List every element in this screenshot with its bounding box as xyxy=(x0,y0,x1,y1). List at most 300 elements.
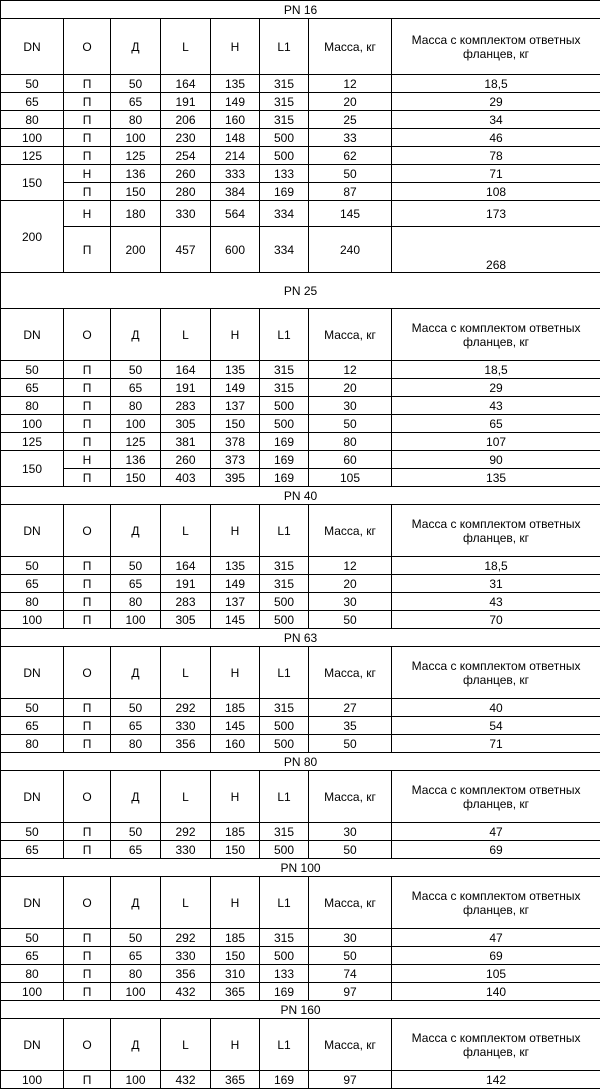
cell-l: 206 xyxy=(161,111,211,129)
header-mass: Масса, кг xyxy=(309,647,392,699)
cell-d: 100 xyxy=(111,415,161,433)
header-o: О xyxy=(64,1019,111,1071)
header-l: L xyxy=(161,771,211,823)
cell-l1: 169 xyxy=(260,469,309,487)
cell-l1: 315 xyxy=(260,699,309,717)
cell-o: П xyxy=(64,415,111,433)
cell-mass-flanges: 54 xyxy=(392,717,600,735)
cell-h: 145 xyxy=(211,611,260,629)
header-mass-flanges: Масса с комплектом ответных фланцев, кг xyxy=(392,771,600,823)
cell-l1: 169 xyxy=(260,983,309,1001)
cell-d: 200 xyxy=(111,227,161,273)
cell-dn: 80 xyxy=(1,965,64,983)
table-row xyxy=(1,111,600,129)
header-l1: L1 xyxy=(260,309,309,361)
cell-mass-flanges: 142 xyxy=(392,1071,600,1089)
header-dn: DN xyxy=(1,19,64,75)
table-row xyxy=(1,841,600,859)
cell-o: П xyxy=(64,947,111,965)
cell-h: 135 xyxy=(211,557,260,575)
cell-l: 432 xyxy=(161,983,211,1001)
cell-mass-flanges: 43 xyxy=(392,593,600,611)
cell-o: Н xyxy=(64,165,111,183)
cell-mass-flanges: 43 xyxy=(392,397,600,415)
header-mass: Масса, кг xyxy=(309,771,392,823)
header-dn: DN xyxy=(1,505,64,557)
cell-o: П xyxy=(64,575,111,593)
cell-l1: 169 xyxy=(260,451,309,469)
header-h: H xyxy=(211,505,260,557)
cell-l: 164 xyxy=(161,361,211,379)
header-d: Д xyxy=(111,771,161,823)
cell-l: 230 xyxy=(161,129,211,147)
table-row xyxy=(1,735,600,753)
cell-d: 100 xyxy=(111,1071,161,1089)
header-dn: DN xyxy=(1,309,64,361)
cell-dn: 80 xyxy=(1,397,64,415)
header-mass-flanges: Масса с комплектом ответных фланцев, кг xyxy=(392,1019,600,1071)
header-row xyxy=(1,505,600,557)
table-row xyxy=(1,699,600,717)
cell-h: 185 xyxy=(211,699,260,717)
cell-mass-flanges: 18,5 xyxy=(392,75,600,93)
header-l1: L1 xyxy=(260,505,309,557)
cell-o: П xyxy=(64,111,111,129)
cell-mass-flanges: 135 xyxy=(392,469,600,487)
table-row xyxy=(1,433,600,451)
cell-mass-flanges: 31 xyxy=(392,575,600,593)
table-row xyxy=(1,983,600,1001)
cell-d: 65 xyxy=(111,379,161,397)
cell-h: 310 xyxy=(211,965,260,983)
cell-h: 145 xyxy=(211,717,260,735)
cell-l1: 315 xyxy=(260,379,309,397)
cell-mass: 12 xyxy=(309,361,392,379)
cell-l: 330 xyxy=(161,841,211,859)
cell-l: 260 xyxy=(161,451,211,469)
header-h: H xyxy=(211,309,260,361)
cell-h: 395 xyxy=(211,469,260,487)
header-dn: DN xyxy=(1,771,64,823)
cell-mass: 27 xyxy=(309,699,392,717)
cell-o: П xyxy=(64,469,111,487)
cell-l: 305 xyxy=(161,611,211,629)
cell-h: 365 xyxy=(211,1071,260,1089)
table-row xyxy=(1,201,600,227)
cell-mass: 80 xyxy=(309,433,392,451)
cell-l1: 315 xyxy=(260,111,309,129)
cell-o: П xyxy=(64,717,111,735)
cell-h: 137 xyxy=(211,397,260,415)
table-row xyxy=(1,361,600,379)
header-mass-flanges: Масса с комплектом ответных фланцев, кг xyxy=(392,647,600,699)
cell-l1: 169 xyxy=(260,183,309,201)
cell-d: 50 xyxy=(111,699,161,717)
cell-l: 356 xyxy=(161,735,211,753)
table-row xyxy=(1,415,600,433)
cell-o: П xyxy=(64,361,111,379)
cell-l1: 169 xyxy=(260,1071,309,1089)
cell-d: 100 xyxy=(111,983,161,1001)
cell-d: 50 xyxy=(111,929,161,947)
table-row xyxy=(1,379,600,397)
cell-mass-flanges: 65 xyxy=(392,415,600,433)
cell-d: 50 xyxy=(111,557,161,575)
cell-l1: 133 xyxy=(260,165,309,183)
cell-dn: 80 xyxy=(1,111,64,129)
header-row xyxy=(1,771,600,823)
section-title-row xyxy=(1,753,600,771)
cell-dn: 150 xyxy=(1,165,64,201)
cell-d: 65 xyxy=(111,717,161,735)
header-o: О xyxy=(64,647,111,699)
cell-l: 283 xyxy=(161,593,211,611)
cell-dn: 65 xyxy=(1,93,64,111)
table-row xyxy=(1,165,600,183)
cell-o: П xyxy=(64,129,111,147)
header-d: Д xyxy=(111,505,161,557)
cell-o: П xyxy=(64,699,111,717)
cell-mass-flanges: 40 xyxy=(392,699,600,717)
cell-l1: 500 xyxy=(260,735,309,753)
cell-o: П xyxy=(64,611,111,629)
section-title: PN 25 xyxy=(1,273,600,309)
table-row xyxy=(1,611,600,629)
header-d: Д xyxy=(111,309,161,361)
header-dn: DN xyxy=(1,1019,64,1071)
cell-mass-flanges: 70 xyxy=(392,611,600,629)
cell-l1: 500 xyxy=(260,611,309,629)
header-mass: Масса, кг xyxy=(309,19,392,75)
cell-h: 148 xyxy=(211,129,260,147)
header-h: H xyxy=(211,647,260,699)
cell-l1: 315 xyxy=(260,93,309,111)
cell-dn: 50 xyxy=(1,557,64,575)
section-title-row xyxy=(1,1001,600,1019)
cell-d: 150 xyxy=(111,183,161,201)
cell-mass-flanges: 71 xyxy=(392,735,600,753)
cell-mass-flanges: 71 xyxy=(392,165,600,183)
cell-dn: 80 xyxy=(1,593,64,611)
cell-mass: 35 xyxy=(309,717,392,735)
cell-mass-flanges: 34 xyxy=(392,111,600,129)
header-dn: DN xyxy=(1,647,64,699)
cell-o: П xyxy=(64,593,111,611)
header-l1: L1 xyxy=(260,877,309,929)
cell-l: 191 xyxy=(161,379,211,397)
cell-mass-flanges: 47 xyxy=(392,823,600,841)
cell-d: 125 xyxy=(111,433,161,451)
cell-l1: 500 xyxy=(260,593,309,611)
header-mass-flanges: Масса с комплектом ответных фланцев, кг xyxy=(392,877,600,929)
header-o: О xyxy=(64,877,111,929)
cell-l1: 315 xyxy=(260,557,309,575)
header-d: Д xyxy=(111,877,161,929)
table-row xyxy=(1,397,600,415)
cell-d: 50 xyxy=(111,361,161,379)
cell-o: П xyxy=(64,397,111,415)
cell-mass: 50 xyxy=(309,611,392,629)
cell-mass-flanges: 140 xyxy=(392,983,600,1001)
cell-mass-flanges: 46 xyxy=(392,129,600,147)
cell-mass-flanges: 18,5 xyxy=(392,557,600,575)
table-row xyxy=(1,147,600,165)
header-mass-flanges: Масса с комплектом ответных фланцев, кг xyxy=(392,505,600,557)
header-mass: Масса, кг xyxy=(309,505,392,557)
cell-o: П xyxy=(64,147,111,165)
cell-mass: 97 xyxy=(309,983,392,1001)
cell-l: 292 xyxy=(161,823,211,841)
cell-o: П xyxy=(64,557,111,575)
cell-h: 135 xyxy=(211,75,260,93)
section-title-row xyxy=(1,487,600,505)
header-row xyxy=(1,309,600,361)
section-title: PN 40 xyxy=(1,487,600,505)
cell-mass: 50 xyxy=(309,165,392,183)
cell-l: 191 xyxy=(161,93,211,111)
cell-l1: 500 xyxy=(260,397,309,415)
cell-mass: 33 xyxy=(309,129,392,147)
cell-d: 65 xyxy=(111,947,161,965)
cell-mass: 50 xyxy=(309,735,392,753)
cell-d: 80 xyxy=(111,965,161,983)
header-l1: L1 xyxy=(260,647,309,699)
cell-d: 100 xyxy=(111,611,161,629)
header-o: О xyxy=(64,771,111,823)
section-title: PN 160 xyxy=(1,1001,600,1019)
cell-mass-flanges: 29 xyxy=(392,93,600,111)
cell-l: 381 xyxy=(161,433,211,451)
header-o: О xyxy=(64,19,111,75)
cell-mass-flanges: 69 xyxy=(392,841,600,859)
cell-l: 280 xyxy=(161,183,211,201)
cell-o: П xyxy=(64,1071,111,1089)
cell-dn: 50 xyxy=(1,361,64,379)
cell-mass: 105 xyxy=(309,469,392,487)
cell-mass: 12 xyxy=(309,557,392,575)
table-row xyxy=(1,965,600,983)
cell-mass: 50 xyxy=(309,415,392,433)
table-row xyxy=(1,717,600,735)
cell-d: 50 xyxy=(111,823,161,841)
cell-l: 305 xyxy=(161,415,211,433)
cell-h: 135 xyxy=(211,361,260,379)
cell-h: 384 xyxy=(211,183,260,201)
cell-dn: 100 xyxy=(1,415,64,433)
table-row xyxy=(1,227,600,273)
cell-mass: 50 xyxy=(309,947,392,965)
cell-h: 150 xyxy=(211,841,260,859)
section-title: PN 16 xyxy=(1,1,600,19)
cell-dn: 65 xyxy=(1,947,64,965)
cell-l1: 500 xyxy=(260,147,309,165)
header-row xyxy=(1,647,600,699)
cell-h: 185 xyxy=(211,823,260,841)
table-row xyxy=(1,593,600,611)
cell-l1: 334 xyxy=(260,201,309,227)
cell-dn: 50 xyxy=(1,823,64,841)
cell-dn: 125 xyxy=(1,433,64,451)
cell-h: 137 xyxy=(211,593,260,611)
cell-d: 150 xyxy=(111,469,161,487)
cell-dn: 100 xyxy=(1,611,64,629)
cell-mass-flanges: 90 xyxy=(392,451,600,469)
cell-mass-flanges: 268 xyxy=(392,227,600,273)
section-title: PN 80 xyxy=(1,753,600,771)
cell-mass: 30 xyxy=(309,929,392,947)
cell-d: 180 xyxy=(111,201,161,227)
table-row xyxy=(1,947,600,965)
specs-table-body xyxy=(1,1,600,1089)
cell-h: 149 xyxy=(211,93,260,111)
header-row xyxy=(1,1019,600,1071)
cell-mass: 145 xyxy=(309,201,392,227)
cell-dn: 100 xyxy=(1,129,64,147)
cell-d: 80 xyxy=(111,397,161,415)
cell-l1: 500 xyxy=(260,841,309,859)
cell-o: П xyxy=(64,965,111,983)
cell-o: П xyxy=(64,379,111,397)
cell-h: 160 xyxy=(211,111,260,129)
cell-l1: 315 xyxy=(260,823,309,841)
cell-l1: 500 xyxy=(260,415,309,433)
cell-h: 185 xyxy=(211,929,260,947)
cell-dn: 65 xyxy=(1,575,64,593)
cell-l: 283 xyxy=(161,397,211,415)
cell-l: 191 xyxy=(161,575,211,593)
cell-l: 403 xyxy=(161,469,211,487)
header-l: L xyxy=(161,877,211,929)
section-title-row xyxy=(1,859,600,877)
cell-mass: 20 xyxy=(309,379,392,397)
cell-dn: 65 xyxy=(1,841,64,859)
cell-mass: 50 xyxy=(309,841,392,859)
cell-l1: 334 xyxy=(260,227,309,273)
table-row xyxy=(1,183,600,201)
cell-o: П xyxy=(64,983,111,1001)
cell-mass-flanges: 47 xyxy=(392,929,600,947)
cell-l: 292 xyxy=(161,929,211,947)
cell-l1: 133 xyxy=(260,965,309,983)
cell-dn: 80 xyxy=(1,735,64,753)
cell-dn: 50 xyxy=(1,699,64,717)
cell-dn: 100 xyxy=(1,983,64,1001)
table-row xyxy=(1,451,600,469)
header-mass-flanges: Масса с комплектом ответных фланцев, кг xyxy=(392,19,600,75)
cell-h: 149 xyxy=(211,575,260,593)
cell-d: 136 xyxy=(111,165,161,183)
cell-l: 254 xyxy=(161,147,211,165)
header-l: L xyxy=(161,19,211,75)
cell-o: П xyxy=(64,75,111,93)
cell-l1: 315 xyxy=(260,575,309,593)
cell-dn: 50 xyxy=(1,929,64,947)
cell-mass-flanges: 108 xyxy=(392,183,600,201)
cell-h: 564 xyxy=(211,201,260,227)
cell-h: 150 xyxy=(211,947,260,965)
header-l1: L1 xyxy=(260,19,309,75)
cell-h: 333 xyxy=(211,165,260,183)
cell-dn: 150 xyxy=(1,451,64,487)
cell-d: 100 xyxy=(111,129,161,147)
cell-l: 330 xyxy=(161,201,211,227)
header-l: L xyxy=(161,309,211,361)
cell-o: П xyxy=(64,823,111,841)
header-h: H xyxy=(211,771,260,823)
cell-o: П xyxy=(64,841,111,859)
cell-mass-flanges: 18,5 xyxy=(392,361,600,379)
table-row xyxy=(1,557,600,575)
cell-o: Н xyxy=(64,201,111,227)
cell-o: П xyxy=(64,433,111,451)
header-l: L xyxy=(161,647,211,699)
cell-mass: 87 xyxy=(309,183,392,201)
cell-l: 330 xyxy=(161,717,211,735)
cell-dn: 125 xyxy=(1,147,64,165)
header-o: О xyxy=(64,505,111,557)
header-d: Д xyxy=(111,19,161,75)
header-l: L xyxy=(161,1019,211,1071)
cell-mass-flanges: 78 xyxy=(392,147,600,165)
cell-o: П xyxy=(64,735,111,753)
cell-dn: 65 xyxy=(1,379,64,397)
cell-l: 260 xyxy=(161,165,211,183)
cell-mass: 74 xyxy=(309,965,392,983)
cell-l: 292 xyxy=(161,699,211,717)
section-title-row xyxy=(1,1,600,19)
cell-mass: 20 xyxy=(309,93,392,111)
cell-dn: 200 xyxy=(1,201,64,273)
cell-mass: 240 xyxy=(309,227,392,273)
cell-mass: 20 xyxy=(309,575,392,593)
table-row xyxy=(1,575,600,593)
cell-l: 164 xyxy=(161,75,211,93)
cell-d: 65 xyxy=(111,575,161,593)
table-row xyxy=(1,823,600,841)
cell-o: П xyxy=(64,227,111,273)
cell-d: 80 xyxy=(111,111,161,129)
cell-dn: 100 xyxy=(1,1071,64,1089)
cell-l: 457 xyxy=(161,227,211,273)
header-row xyxy=(1,877,600,929)
cell-d: 80 xyxy=(111,593,161,611)
header-dn: DN xyxy=(1,877,64,929)
header-h: H xyxy=(211,877,260,929)
cell-mass-flanges: 105 xyxy=(392,965,600,983)
table-row xyxy=(1,1071,600,1089)
header-h: H xyxy=(211,1019,260,1071)
cell-l1: 500 xyxy=(260,717,309,735)
table-row xyxy=(1,75,600,93)
cell-mass-flanges: 29 xyxy=(392,379,600,397)
cell-l1: 500 xyxy=(260,947,309,965)
cell-l: 432 xyxy=(161,1071,211,1089)
cell-mass-flanges: 173 xyxy=(392,201,600,227)
cell-mass: 60 xyxy=(309,451,392,469)
header-mass: Масса, кг xyxy=(309,877,392,929)
cell-d: 125 xyxy=(111,147,161,165)
header-o: О xyxy=(64,309,111,361)
section-title: PN 100 xyxy=(1,859,600,877)
table-row xyxy=(1,93,600,111)
cell-o: Н xyxy=(64,451,111,469)
header-l1: L1 xyxy=(260,1019,309,1071)
cell-l: 330 xyxy=(161,947,211,965)
cell-l1: 500 xyxy=(260,129,309,147)
cell-l1: 169 xyxy=(260,433,309,451)
header-d: Д xyxy=(111,1019,161,1071)
cell-h: 150 xyxy=(211,415,260,433)
